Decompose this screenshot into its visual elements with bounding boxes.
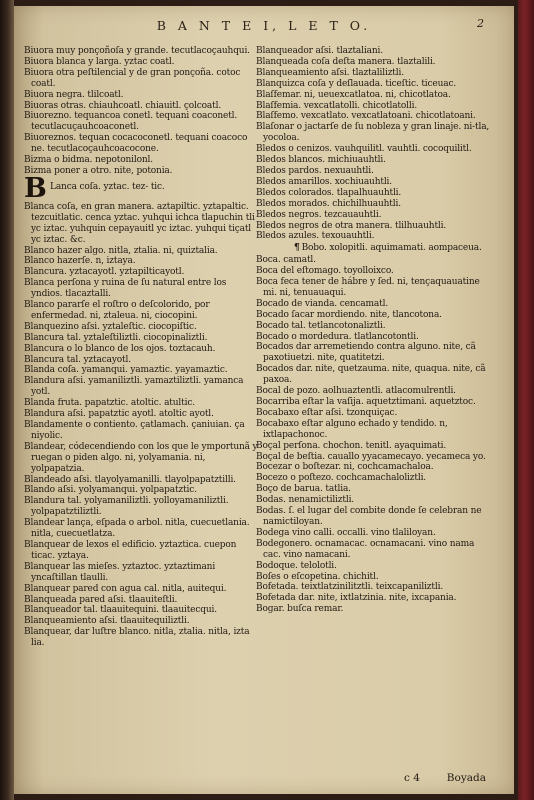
dictionary-entry: Blanqueada pared aſsi. tlaauiteſtli. bbox=[24, 594, 178, 605]
dictionary-entry: Blancura tal. yztaleſtiliztli. ciocopinaliztli. bbox=[24, 332, 208, 343]
page-header bbox=[14, 14, 514, 40]
dictionary-entry: Bofetada dar. nite, ixtlatzinia. nite, ixcapania. bbox=[256, 593, 457, 604]
dictionary-entry: Blanquear, dar luſtre blanco. nitla, ztalia. nitla, izta lia. bbox=[24, 627, 250, 649]
page-footer bbox=[14, 772, 514, 786]
signature-mark: c 4 bbox=[404, 772, 420, 784]
dictionary-entry: Blanquezino aſsi. yztaleſtic. ciocopiſtic. bbox=[24, 321, 197, 332]
dictionary-entry: Bodega vino calli. occalli. vino tlaliloyan. bbox=[256, 527, 436, 538]
dictionary-entry: Bodegonero. ocnamacac. ocnamacani. vino nama cac. vino namacani. bbox=[256, 538, 475, 560]
dictionary-page bbox=[14, 6, 514, 794]
dictionary-entry: Bledos azules. texouauhtli. bbox=[256, 231, 375, 242]
dictionary-entry: Blandura tal. yolyamaniliztli. yolloyamaniliztli. yolpapatztiliztli. bbox=[24, 496, 229, 518]
sub-entry-text: Bobo. xolopitli. aquimamati. aompaceua. bbox=[301, 243, 482, 254]
dictionary-entry: Blanco hazer algo. nitla, ztalia. ni, quiztalia. bbox=[24, 245, 218, 256]
dictionary-entry: Boſes o eſcopetina. chichitl. bbox=[256, 571, 379, 582]
dictionary-entry: Bocal de pozo. aolhuaztentli. atlacomulrentli. bbox=[256, 386, 456, 397]
dictionary-entry: Bocados dar. nite, quetzauma. nite, quaqua. nite, cã paxoa. bbox=[256, 364, 486, 386]
dictionary-entry: Bizma poner a otro. nite, potonia. bbox=[24, 165, 173, 176]
right-column bbox=[256, 46, 494, 615]
dictionary-entry: Biuoras otras. chiauhcoatl. chiauitl. çolcoatl. bbox=[24, 100, 222, 111]
dictionary-entry: Bledos pardos. nexuauhtli. bbox=[256, 165, 374, 176]
dictionary-entry: Blanda coſa. yamanqui. yamaztic. yayamaztic. bbox=[24, 365, 228, 376]
dictionary-entry: Bocados dar arremetiendo contra alguno. nite, cã paxotiuetzi. nite, quatitetzi. bbox=[256, 342, 476, 364]
dictionary-entry: Blanqueador aſsi. tlaztaliani. bbox=[256, 46, 383, 56]
dictionary-entry: Blanco hazerſe. n, iztaya. bbox=[24, 256, 136, 267]
dictionary-entry: Biuora otra peſtilencial y de gran ponçoña. cotoc coatl. bbox=[24, 67, 241, 89]
pilcrow-mark: ¶ bbox=[294, 243, 300, 254]
dictionary-entry: Bocado o mordedura. tlatlancotontli. bbox=[256, 331, 419, 342]
dictionary-entry: Bocabaxo eſtar alguno echado y tendido. n, ixtlapachonoc. bbox=[256, 418, 448, 440]
dictionary-entry: Blaſfemar. ni, ueuexcatlatoa. ni, chicotlatoa. bbox=[256, 89, 451, 100]
dictionary-entry: Bledos amarillos. xochiuauhtli. bbox=[256, 176, 392, 187]
dictionary-entry: Bogar. buſca remar. bbox=[256, 604, 344, 615]
sub-entry bbox=[294, 243, 494, 254]
dictionary-entry: Blandamente o contiento. çatlamach. çaniuian. ça niyolic. bbox=[24, 420, 245, 441]
dictionary-entry: Bledos o cenizos. vauhquilitl. vauhtli. cocoquilitl. bbox=[256, 144, 472, 155]
dictionary-entry: Blandeado aſsi. tlayolyamanilli. tlayolpapatztilli. bbox=[24, 474, 236, 485]
dictionary-entry: Bocado de vianda. cencamatl. bbox=[256, 298, 389, 309]
dictionary-entry: Bledos colorados. tlapalhuauhtli. bbox=[256, 187, 402, 198]
dictionary-entry: Blanda fruta. papatztic. atoltic. atultic. bbox=[24, 398, 195, 409]
dictionary-entry: Blanqueador tal. tlaauitequini. tlaauitecqui. bbox=[24, 605, 217, 616]
dictionary-entry: Blaſfemia. vexcatlatolli. chicotlatolli. bbox=[256, 100, 418, 111]
dictionary-entry: Boca del eſtomago. toyolloixco. bbox=[256, 266, 394, 277]
dictionary-entry: Blanquear las mieſes. yztaztoc. yztaztimani yncaſtillan tlaulli. bbox=[24, 561, 216, 583]
dictionary-entry: Boca feca tener de hábre y ſed. ni, tençaquauatine mi. ni, tenuauaqui. bbox=[256, 277, 480, 298]
folio-number: 2 bbox=[477, 17, 484, 30]
dictionary-entry: Blando aſsi. yolyamanqui. yolpapatztic. bbox=[24, 485, 197, 496]
dictionary-entry: Biuoreznos. tequan cocacoconetl. tequani coacoco ne. tecutlacoçauhcoacocone. bbox=[24, 133, 248, 155]
dictionary-entry: Blandura aſsi. papatztic ayotl. atoltic ayotl. bbox=[24, 409, 214, 420]
dictionary-entry: Bledos morados. chichilhuauhtli. bbox=[256, 198, 401, 209]
dictionary-entry: Blanqueamiento aſsi. tlaztaliliztli. bbox=[256, 67, 404, 78]
dictionary-entry: Bofetada. teixtlatzinilitztli. teixcapaniliztli. bbox=[256, 582, 444, 593]
dictionary-entry: Bocado tal. tetlancotonaliztli. bbox=[256, 320, 386, 331]
dictionary-entry: Blaſfemo. vexcatlato. vexcatlatoani. chicotlatoani. bbox=[256, 111, 476, 122]
catchword: Boyada bbox=[446, 772, 486, 784]
dictionary-entry: Bocabaxo eſtar aſsi. tzonquiçac. bbox=[256, 407, 398, 418]
dictionary-entry: Blancura. yztacayotl. yztapilticayotl. bbox=[24, 267, 185, 278]
dictionary-entry: Blanquear de lexos el edificio. yztaztica. cuepon ticac. yztaya. bbox=[24, 539, 237, 561]
running-head: B A N T E I, L E T O. bbox=[156, 18, 372, 33]
dictionary-entry: Blandear lança, eſpada o arbol. nitla, cuecuetlania. nitla, cuecuetlatza. bbox=[24, 518, 250, 540]
dictionary-entry: Blandear, códecendiendo con los que le ymportunã y ruegan o piden algo. ni, yolyamania. ni, yolpapatzia. bbox=[24, 441, 258, 474]
dictionary-entry: Bodas. ſ. el lugar del combite donde ſe celebran ne namictiloyan. bbox=[256, 506, 482, 527]
dictionary-entry: Bodoque. telolotli. bbox=[256, 560, 337, 571]
dictionary-entry: Blanca coſa, en gran manera. aztapiltic. yztapaltic. tezcuitlatic. cenca yztac. yuhqui ichca tlapuchin tli yc iztac. yuhquin cepayauitl yc iztac. yuhqui tiçatl yc iztac. &c. bbox=[24, 201, 255, 245]
dictionary-entry: Blanco pararſe el roſtro o deſcolorido, por enfermedad. ni, ztaleua. ni, ciocopini. bbox=[24, 300, 210, 321]
dropcap-entry-text: Lanca coſa. yztac. tez- tic. bbox=[50, 181, 165, 192]
dropcap-entry bbox=[24, 172, 260, 204]
dictionary-entry: Biuora muy ponçoñoſa y grande. tecutlacoçauhqui. bbox=[24, 46, 250, 56]
dropcap-letter: B bbox=[24, 172, 47, 204]
dictionary-entry: Blancura tal. yztacayotl. bbox=[24, 354, 131, 365]
dictionary-entry: Blanquizca coſa y deſlauada. ticeſtic. ticeuac. bbox=[256, 78, 457, 89]
dictionary-entry: Biuorezno. tequancoa conetl. tequani coaconetl. tecutlacuçauhcoaconetl. bbox=[24, 111, 238, 133]
dictionary-entry: Bocezo o poſtezo. cochcamachaloliztli. bbox=[256, 473, 427, 484]
dictionary-entry: Blanquear pared con agua cal. nitla, auitequi. bbox=[24, 583, 227, 594]
dictionary-entry: Blanqueada coſa deſta manera. tlaztalili. bbox=[256, 56, 436, 67]
dictionary-entry: Blanca perſona y ruina de ſu natural entre los yndios. tlacaztalli. bbox=[24, 278, 227, 300]
dictionary-entry: Biuora blanca y larga. yztac coatl. bbox=[24, 56, 175, 67]
dictionary-entry: Boçal de beſtia. cauallo yyacamecayo. yecameca yo. bbox=[256, 451, 486, 462]
dictionary-entry: Bledos blancos. michiuauhtli. bbox=[256, 155, 386, 166]
dictionary-entry: Bocarriba eſtar la vaſija. aquetztimani. aquetztoc. bbox=[256, 397, 476, 407]
dictionary-entry: Boçal perſona. chochon. tenitl. ayaquimati. bbox=[256, 440, 447, 451]
red-binding-edge bbox=[518, 0, 534, 800]
dictionary-entry: Boca. camatl. bbox=[256, 255, 316, 266]
dictionary-entry: Blaſonar o jactarſe de ſu nobleza y gran linaje. ni-tla, yocoloa. bbox=[256, 122, 490, 144]
dictionary-entry: Bocado ſacar mordiendo. nite, tlancotona. bbox=[256, 309, 442, 320]
dictionary-entry: Blandura aſsi. yamaniliztli. yamaztiliztli. yamanca yotl. bbox=[24, 376, 244, 398]
dictionary-entry: Bocezar o boſtezar. ni, cochcamachaloa. bbox=[256, 462, 434, 473]
dictionary-entry: Blanqueamiento aſsi. tlaauitequiliztli. bbox=[24, 616, 190, 627]
left-column bbox=[24, 46, 260, 649]
dictionary-entry: Bizma o bidma. nepotonilonl. bbox=[24, 155, 153, 166]
dictionary-entry: Bodas. nenamictiliztli. bbox=[256, 495, 355, 506]
dictionary-entry: Biuora negra. tlilcoatl. bbox=[24, 89, 124, 100]
dictionary-entry: Boço de barua. tatlia. bbox=[256, 484, 351, 495]
dictionary-entry: Blancura o lo blanco de los ojos. toztacauh. bbox=[24, 343, 216, 354]
book-spine-edge bbox=[0, 0, 14, 800]
dictionary-entry: Bledos negros. tezcauauhtli. bbox=[256, 209, 382, 220]
dictionary-entry: Bledos negros de otra manera. tlilhuauhtli. bbox=[256, 220, 447, 231]
